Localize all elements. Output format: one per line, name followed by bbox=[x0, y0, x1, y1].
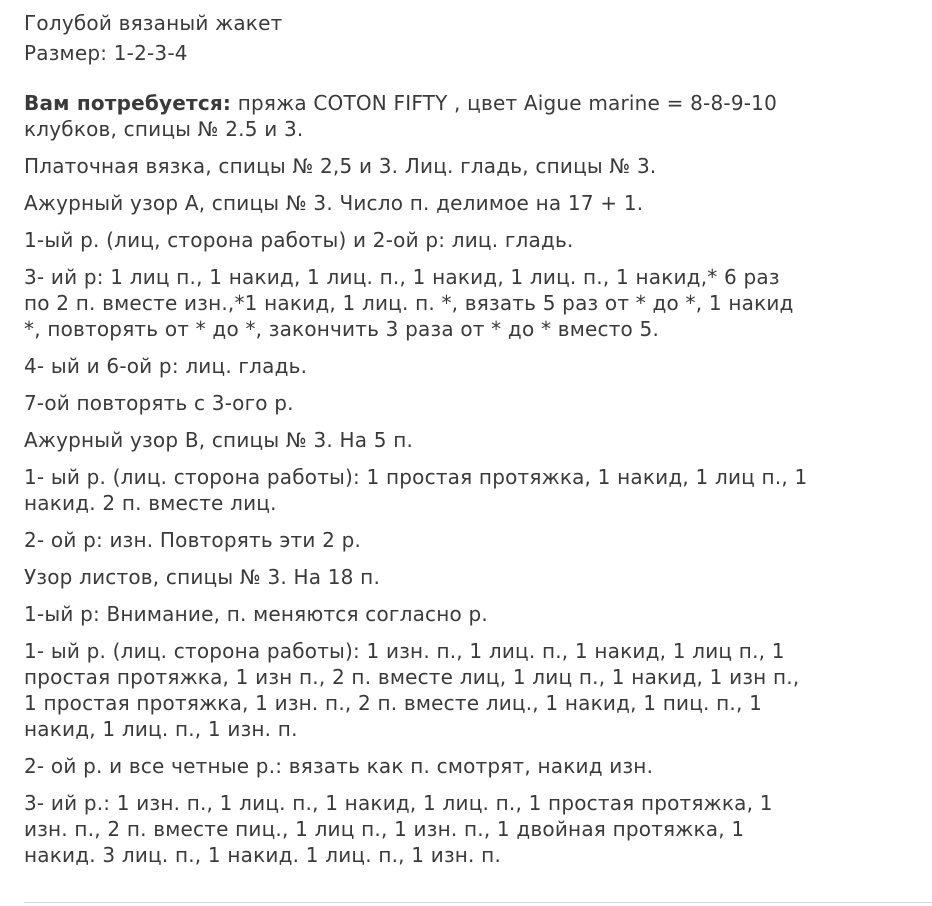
instruction-paragraph bbox=[24, 564, 924, 590]
materials-text: пряжа COTON FIFTY , цвет Aigue marine = 8-8-9-10 bbox=[231, 91, 778, 115]
instruction-paragraph bbox=[24, 390, 924, 416]
text-line: 1-ый р: Внимание, п. меняются согласно р. bbox=[24, 602, 488, 626]
text-line: накид, 1 лиц. п., 1 изн. п. bbox=[24, 717, 298, 741]
instruction-paragraph bbox=[24, 527, 924, 553]
text-line: Узор листов, спицы № 3. На 18 п. bbox=[24, 565, 380, 589]
text-line: 7-ой повторять с 3-ого р. bbox=[24, 391, 294, 415]
text-line: 3- ий р.: 1 изн. п., 1 лиц. п., 1 накид, 1 лиц. п., 1 простая протяжка, 1 bbox=[24, 791, 773, 815]
materials-label: Вам потребуется: bbox=[24, 91, 232, 115]
text-line: изн. п., 2 п. вместе пиц., 1 лиц п., 1 изн. п., 1 двойная протяжка, 1 bbox=[24, 817, 745, 841]
text-line: 3- ий р: 1 лиц п., 1 накид, 1 лиц. п., 1 накид, 1 лиц. п., 1 накид,* 6 раз bbox=[24, 265, 780, 289]
document-page bbox=[24, 8, 924, 868]
instruction-paragraph bbox=[24, 427, 924, 453]
size-line: Размер: 1-2-3-4 bbox=[24, 41, 188, 65]
materials-line-2: клубков, спицы № 2.5 и 3. bbox=[24, 117, 304, 141]
text-line: 1-ый р. (лиц, сторона работы) и 2-ой р: лиц. гладь. bbox=[24, 228, 574, 252]
text-line: 1- ый р. (лиц. сторона работы): 1 простая протяжка, 1 накид, 1 лиц п., 1 bbox=[24, 465, 808, 489]
materials-paragraph bbox=[24, 90, 924, 142]
instruction-paragraph bbox=[24, 190, 924, 216]
materials-line-1 bbox=[24, 90, 924, 116]
text-line: *, повторять от * до *, закончить 3 раза от * до * вместо 5. bbox=[24, 317, 660, 341]
instruction-paragraph bbox=[24, 601, 924, 627]
text-line: 2- ой р. и все четные р.: вязать как п. смотрят, накид изн. bbox=[24, 754, 654, 778]
instruction-paragraph bbox=[24, 353, 924, 379]
text-line: простая протяжка, 1 изн п., 2 п. вместе лиц, 1 лиц п., 1 накид, 1 изн п., bbox=[24, 665, 800, 689]
text-line: накид. 3 лиц. п., 1 накид. 1 лиц. п., 1 изн. п. bbox=[24, 843, 502, 867]
text-line: 4- ый и 6-ой р: лиц. гладь. bbox=[24, 354, 308, 378]
divider bbox=[24, 902, 932, 903]
instruction-paragraph bbox=[24, 264, 924, 342]
text-line: 2- ой р: изн. Повторять эти 2 р. bbox=[24, 528, 362, 552]
instruction-paragraph bbox=[24, 790, 924, 868]
instruction-paragraph bbox=[24, 753, 924, 779]
header-block bbox=[24, 8, 924, 68]
text-line: 1- ый р. (лиц. сторона работы): 1 изн. п., 1 лиц. п., 1 накид, 1 лиц п., 1 bbox=[24, 639, 785, 663]
instruction-paragraph bbox=[24, 464, 924, 516]
text-line: накид. 2 п. вместе лиц. bbox=[24, 491, 277, 515]
text-line: Ажурный узор А, спицы № 3. Число п. делимое на 17 + 1. bbox=[24, 191, 644, 215]
text-line: Платочная вязка, спицы № 2,5 и 3. Лиц. гладь, спицы № 3. bbox=[24, 154, 657, 178]
instruction-paragraph bbox=[24, 227, 924, 253]
instruction-paragraph bbox=[24, 638, 924, 742]
page-title: Голубой вязаный жакет bbox=[24, 11, 283, 35]
text-line: 1 простая протяжка, 1 изн. п., 2 п. вместе лиц., 1 накид, 1 пиц. п., 1 bbox=[24, 691, 763, 715]
text-line: по 2 п. вместе изн.,*1 накид, 1 лиц. п. *, вязать 5 раз от * до *, 1 накид bbox=[24, 291, 794, 315]
text-line: Ажурный узор В, спицы № 3. На 5 п. bbox=[24, 428, 414, 452]
instruction-paragraphs bbox=[24, 153, 924, 868]
instruction-paragraph bbox=[24, 153, 924, 179]
